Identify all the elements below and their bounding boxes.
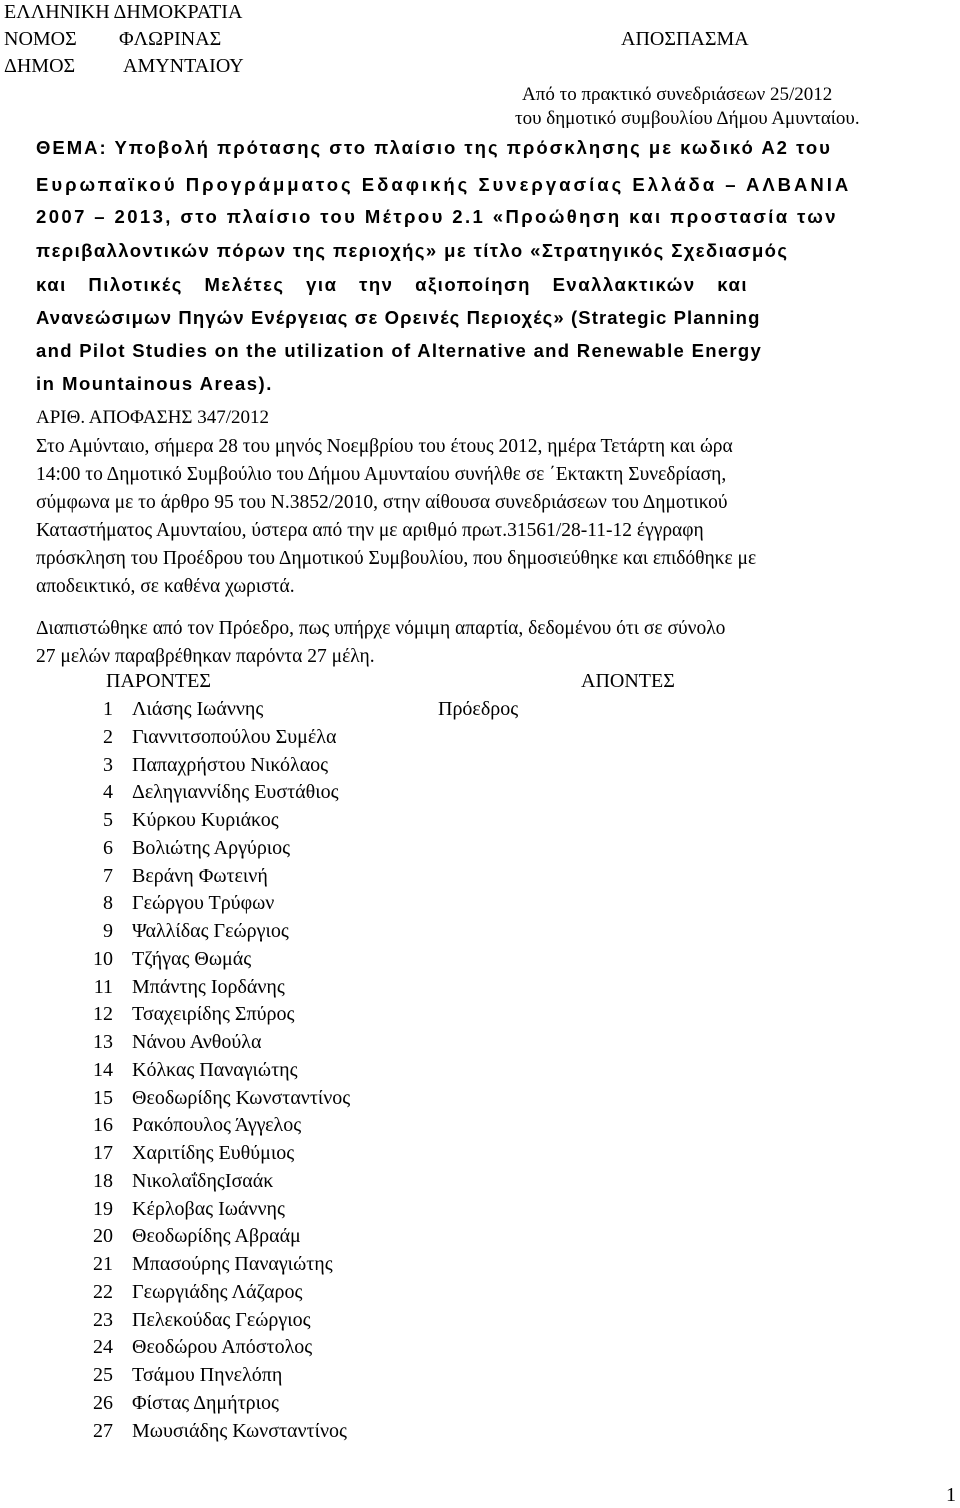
member-name: Γεώργου Τρύφων (132, 892, 275, 914)
member-name: Θεοδωρίδης Κωνσταντίνος (132, 1087, 351, 1109)
member-name: Λιάσης Ιωάννης (132, 698, 264, 720)
member-number: 11 (93, 976, 113, 998)
chair-role: Πρόεδρος (438, 698, 519, 720)
present-header: ΠΑΡΟΝΤΕΣ (106, 670, 211, 692)
member-number: 15 (93, 1087, 113, 1109)
paragraph-line: πρόσκληση του Προέδρου του Δημοτικού Συμβουλίου, που δημοσιεύθηκε και επιδόθηκε με (36, 548, 757, 569)
member-name: ΝικολαΐδηςΙσαάκ (132, 1170, 274, 1192)
member-name: Βεράνη Φωτεινή (132, 865, 268, 887)
paragraph-line: αποδεικτικό, σε καθένα χωριστά. (36, 576, 295, 597)
member-number: 7 (103, 865, 113, 887)
absent-header: ΑΠΟΝΤΕΣ (581, 670, 675, 692)
member-number: 24 (93, 1336, 113, 1358)
member-name: Θεοδωρίδης Αβραάμ (132, 1225, 301, 1247)
minutes-council: του δημοτικό συμβουλίου Δήμου Αμυνταίου. (515, 108, 860, 129)
member-name: Πελεκούδας Γεώργιος (132, 1309, 311, 1331)
header-republic: ΕΛΛΗΝΙΚΗ ΔΗΜΟΚΡΑΤΙΑ (4, 1, 243, 23)
subject-line: 2007 – 2013, στο πλαίσιο του Μέτρου 2.1 «Προώθηση και προστασία των (36, 206, 838, 227)
header-prefecture-name: ΦΛΩΡΙΝΑΣ (119, 28, 222, 50)
member-number: 6 (103, 837, 113, 859)
page-number: 1 (946, 1484, 956, 1506)
paragraph-line: Καταστήματος Αμυνταίου, ύστερα από την με αριθμό πρωτ.31561/28-11-12 έγγραφη (36, 520, 704, 541)
subject-line: περιβαλλοντικών πόρων της περιοχής» με τίτλο «Στρατηγικός Σχεδιασμός (36, 240, 789, 261)
member-number: 19 (93, 1198, 113, 1220)
member-name: Μπασούρης Παναγιώτης (132, 1253, 333, 1275)
subject-line: in Mountainous Areas). (36, 373, 273, 394)
member-number: 1 (103, 698, 113, 720)
header-prefecture-label: ΝΟΜΟΣ (4, 28, 77, 50)
member-name: Τσαχειρίδης Σπύρος (132, 1003, 295, 1025)
member-name: Νάνου Ανθούλα (132, 1031, 262, 1053)
member-number: 9 (103, 920, 113, 942)
member-name: Κέρλοβας Ιωάννης (132, 1198, 285, 1220)
member-name: Μωυσιάδης Κωνσταντίνος (132, 1420, 347, 1442)
header-municipality-label: ΔΗΜΟΣ (4, 55, 76, 77)
member-number: 4 (103, 781, 113, 803)
member-number: 8 (103, 892, 113, 914)
member-number: 13 (93, 1031, 113, 1053)
member-number: 27 (93, 1420, 113, 1442)
subject-line: ΘΕΜΑ: Υποβολή πρότασης στο πλαίσιο της πρόσκλησης με κωδικό Α2 του (36, 137, 832, 158)
member-number: 14 (93, 1059, 113, 1081)
member-number: 25 (93, 1364, 113, 1386)
header-municipality-name: ΑΜΥΝΤΑΙΟΥ (123, 55, 244, 77)
member-number: 21 (93, 1253, 113, 1275)
member-number: 3 (103, 754, 113, 776)
member-name: Φίστας Δημήτριος (132, 1392, 279, 1414)
paragraph-line: Στο Αμύνταιο, σήμερα 28 του μηνός Νοεμβρίου του έτους 2012, ημέρα Τετάρτη και ώρα (36, 436, 733, 457)
member-number: 22 (93, 1281, 113, 1303)
member-number: 2 (103, 726, 113, 748)
member-name: Κύρκου Κυριάκος (132, 809, 279, 831)
member-number: 5 (103, 809, 113, 831)
paragraph-line: Διαπιστώθηκε από τον Πρόεδρο, πως υπήρχε νόμιμη απαρτία, δεδομένου ότι σε σύνολο (36, 618, 726, 639)
paragraph-line: 27 μελών παραβρέθηκαν παρόντα 27 μέλη. (36, 646, 375, 667)
member-number: 20 (93, 1225, 113, 1247)
member-name: Δεληγιαννίδης Ευστάθιος (132, 781, 339, 803)
member-number: 16 (93, 1114, 113, 1136)
member-name: Γιαννιτσοπούλου Συμέλα (132, 726, 337, 748)
member-name: Τζήγας Θωμάς (132, 948, 252, 970)
paragraph-line: σύμφωνα με το άρθρο 95 του Ν.3852/2010, στην αίθουσα συνεδριάσεων του Δημοτικού (36, 492, 728, 513)
member-number: 23 (93, 1309, 113, 1331)
subject-line: Ευρωπαϊκού Προγράμματος Εδαφικής Συνεργασίας Ελλάδα – ΑΛΒΑΝΙΑ (36, 174, 852, 195)
header-extract-label: ΑΠΟΣΠΑΣΜΑ (621, 28, 749, 50)
member-name: Ψαλλίδας Γεώργιος (132, 920, 289, 942)
decision-number: ΑΡΙΘ. ΑΠΟΦΑΣΗΣ 347/2012 (36, 407, 270, 428)
member-number: 26 (93, 1392, 113, 1414)
subject-line: και Πιλοτικές Μελέτες για την αξιοποίηση Εναλλακτικών και (36, 274, 749, 295)
paragraph-line: 14:00 το Δημοτικό Συμβούλιο του Δήμου Αμυνταίου συνήλθε σε ΄Εκτακτη Συνεδρίαση, (36, 464, 727, 485)
member-name: Γεωργιάδης Λάζαρος (132, 1281, 303, 1303)
member-number: 10 (93, 948, 113, 970)
member-name: Χαριτίδης Ευθύμιος (132, 1142, 295, 1164)
member-name: Βολιώτης Αργύριος (132, 837, 291, 859)
member-name: Ρακόπουλος Άγγελος (132, 1114, 302, 1136)
member-number: 18 (93, 1170, 113, 1192)
member-name: Θεοδώρου Απόστολος (132, 1336, 313, 1358)
subject-line: Ανανεώσιμων Πηγών Ενέργειας σε Ορεινές Περιοχές» (Strategic Planning (36, 307, 761, 328)
member-name: Κόλκας Παναγιώτης (132, 1059, 298, 1081)
member-name: Τσάμου Πηνελόπη (132, 1364, 283, 1386)
member-number: 17 (93, 1142, 113, 1164)
member-name: Παπαχρήστου Νικόλαος (132, 754, 329, 776)
member-name: Μπάντης Ιορδάνης (132, 976, 285, 998)
subject-line: and Pilot Studies on the utilization of Alternative and Renewable Energy (36, 340, 763, 361)
minutes-reference: Από το πρακτικό συνεδριάσεων 25/2012 (522, 84, 833, 105)
member-number: 12 (93, 1003, 113, 1025)
